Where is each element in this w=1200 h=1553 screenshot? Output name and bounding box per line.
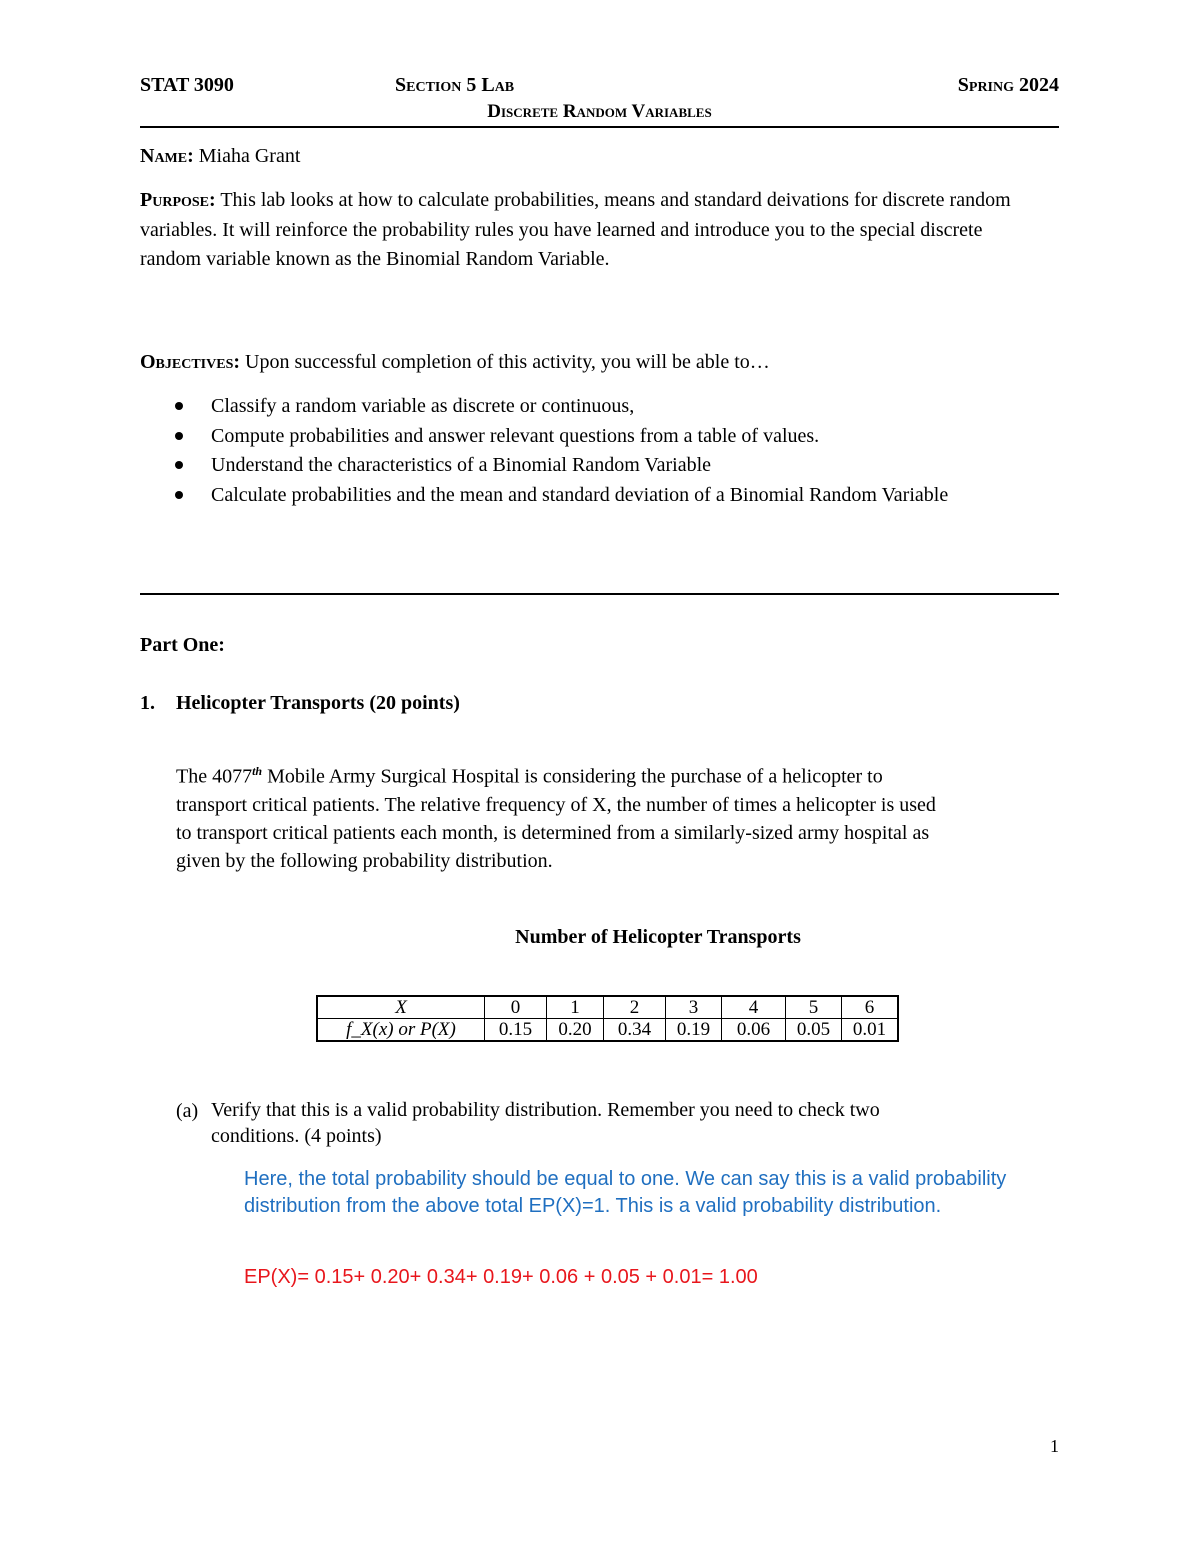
x-value: 1 [547, 996, 604, 1019]
objectives-intro-line [140, 348, 1040, 378]
document-subtitle: Discrete Random Variables [487, 101, 712, 122]
probability-value: 0.34 [604, 1019, 666, 1042]
x-value: 6 [842, 996, 899, 1019]
part-title: Part One: [140, 634, 225, 656]
question-text-start: The 4077 [176, 765, 253, 788]
page-number: 1 [1050, 1436, 1059, 1456]
objective-item: Compute probabilities and answer relevant questions from a table of values. [140, 422, 1040, 452]
probability-value: 0.06 [722, 1019, 786, 1042]
name-line [140, 142, 1040, 172]
question-text-rest: Mobile Army Surgical Hospital is considering the purchase of a helicopter to transport critical patients. The relative frequency of X, the number of times a helicopter is used to transport critical patients each month, is determined from a similarly-sized army hospital as given by the following probability distribution. [176, 765, 936, 872]
table-row-x [317, 996, 898, 1019]
x-value: 3 [666, 996, 722, 1019]
term: Spring 2024 [957, 74, 1059, 96]
probability-header: f_X(x) or P(X) [317, 1019, 485, 1042]
objectives-label: Objectives: [140, 351, 241, 373]
objective-item: Classify a random variable as discrete or continuous, [140, 392, 1040, 422]
probability-value: 0.19 [666, 1019, 722, 1042]
purpose-text: This lab looks at how to calculate probabilities, means and standard deivations for discrete random variables. It will reinforce the probability rules you have learned and introduce you to the special discrete random variable known as the Binomial Random Variable. [140, 189, 1011, 270]
x-value: 2 [604, 996, 666, 1019]
section-rule [140, 593, 1059, 595]
objectives-intro: Upon successful completion of this activity, you will be able to… [245, 351, 770, 373]
purpose-paragraph [140, 186, 1040, 275]
part-a-text: Verify that this is a valid probability distribution. Remember you need to check two conditions. (4 points) [211, 1099, 880, 1147]
answer-equation: EP(X)= 0.15+ 0.20+ 0.34+ 0.19+ 0.06 + 0.05 + 0.01= 1.00 [244, 1266, 758, 1288]
probability-value: 0.01 [842, 1019, 899, 1042]
part-a-label: (a) [176, 1100, 199, 1122]
x-value: 4 [722, 996, 786, 1019]
x-value: 5 [786, 996, 842, 1019]
question-title: Helicopter Transports (20 points) [176, 692, 460, 714]
answer-explanation: Here, the total probability should be equal to one. We can say this is a valid probability distribution from the above total EP(X)=1. This is a valid probability distribution. [244, 1168, 1007, 1217]
section-title: Section 5 Lab [395, 74, 515, 96]
table-title: Number of Helicopter Transports [515, 926, 801, 948]
ordinal-suffix: th [252, 764, 263, 778]
name-label: Name: [140, 145, 194, 167]
objective-item: Calculate probabilities and the mean and standard deviation of a Binomial Random Variable [140, 481, 1040, 511]
purpose-label: Purpose: [140, 189, 216, 211]
probability-value: 0.15 [485, 1019, 547, 1042]
x-value: 0 [485, 996, 547, 1019]
probability-value: 0.20 [547, 1019, 604, 1042]
objective-item: Understand the characteristics of a Binomial Random Variable [140, 451, 1040, 481]
question-text [176, 757, 936, 875]
probability-distribution-table [316, 995, 899, 1042]
probability-value: 0.05 [786, 1019, 842, 1042]
objectives-list [140, 392, 1040, 510]
table-row-probability [317, 1019, 898, 1042]
question-number: 1. [140, 692, 155, 714]
header-rule [140, 126, 1059, 128]
x-header: X [317, 996, 485, 1019]
student-name: Miaha Grant [198, 145, 301, 167]
course-code: STAT 3090 [140, 74, 234, 96]
